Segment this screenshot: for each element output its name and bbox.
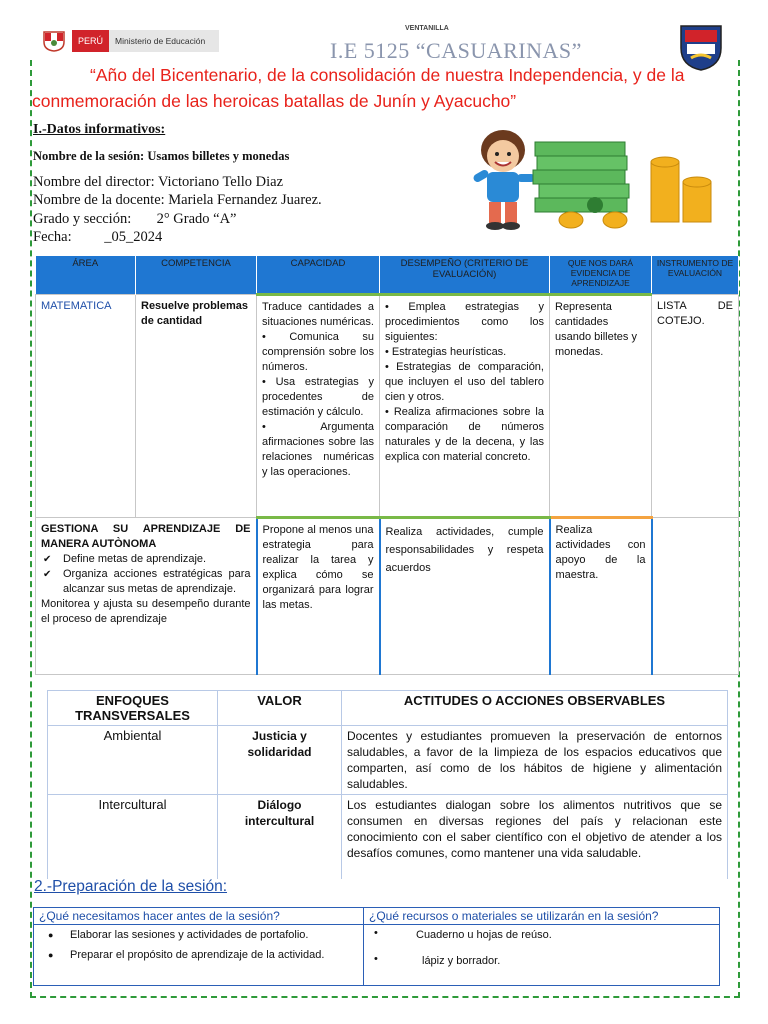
instrumento-cell: LISTA DE COTEJO. [652,294,739,517]
capacidad-item: • Argumenta afirmaciones sobre las relaciones numéricas y las operaciones. [262,420,374,478]
gestiona-list [41,552,251,597]
table-row [34,925,720,986]
enfoque-name: Ambiental [48,726,218,795]
table-row [48,795,728,879]
preparacion-table [33,907,720,986]
desempeno-cell [380,294,550,517]
valor-name: Diálogo intercultural [218,795,342,879]
table-row [36,294,739,517]
header-desempeno: DESEMPEÑO (CRITERIO DE EVALUACIÓN) [380,256,550,294]
director-name: Nombre del director: Victoriano Tello Diaz [33,174,284,190]
area-cell: MATEMATICA [36,294,136,517]
session-name: Nombre de la sesión: Usamos billetes y monedas [33,149,290,163]
header-instrumento: INSTRUMENTO DE EVALUACIÓN [652,256,739,294]
year-motto: “Año del Bicentenario, de la consolidación de nuestra Independencia, y de la conmemoración de las heroicas batallas de Junín y Ayacucho” [32,65,685,111]
boy-with-money-illustration [445,122,735,230]
header-evidencia: QUE NOS DARÁ EVIDENCIA DE APRENDIZAJE [550,256,652,294]
ministry-logo [40,30,219,52]
peru-label: PERÚ [72,30,109,52]
header-recursos: ¿Qué recursos o materiales se utilizarán en la sesión? [364,908,720,925]
ministry-label: Ministerio de Educación [109,30,219,52]
table-header-row [36,256,739,294]
antes-cell [34,925,364,986]
actitud-text: Los estudiantes dialogan sobre los alimentos nutritivos que se consumen en diversas regiones del país y relacionan este conocimiento con el saber científico con el objetivo de atender a los desafíos comunes, como mantener una vida saludable. [342,795,728,879]
list-item: ● Elaborar las sesiones y actividades de portafolio. [42,929,355,941]
desempeno-cell-2: Realiza actividades, cumple responsabilidades y respeta acuerdos [380,517,550,674]
desempeno-item: • Estrategias heurísticas. [385,345,507,358]
capacidad-cell-2: Propone al menos una estrategia para realizar la tarea y explica cómo se organizará para lograr las metas. [257,517,380,674]
section-title-datos: I.-Datos informativos: [33,122,166,137]
header-enfoques: ENFOQUES TRANSVERSALES [48,691,218,726]
header-competencia: COMPETENCIA [136,256,257,294]
enfoque-name: Intercultural [48,795,218,879]
grade-section: Grado y sección: 2° Grado “A” [33,211,237,227]
capacidad-item: • Usa estrategias y procedentes de estimación y cálculo. [262,375,374,418]
gestiona-cell [36,517,257,674]
recursos-cell [364,925,720,986]
peru-shield-icon [40,30,68,52]
header-antes: ¿Qué necesitamos hacer antes de la sesión? [34,908,364,925]
list-item: ● Preparar el propósito de aprendizaje de la actividad. [42,949,355,961]
header-area: ÁREA [36,256,136,294]
list-item: ✔ Organiza acciones estratégicas para alcanzar sus metas de aprendizaje. [41,567,251,597]
enfoques-table [47,690,728,879]
gestiona-extra: Monitorea y ajusta su desempeño durante el proceso de aprendizaje [41,597,251,625]
list-item: • Cuaderno u hojas de reúso. [372,929,711,941]
date-field: Fecha: _05_2024 [33,229,163,245]
capacidad-cell [257,294,380,517]
school-title: I.E 5125 “CASUARINAS” [330,38,582,63]
capacidad-item: Traduce cantidades a situaciones numéricas. [262,300,374,328]
competency-table [35,256,739,675]
list-item: • lápiz y borrador. [372,955,711,967]
evidencia-cell: Representa cantidades usando billetes y monedas. [550,294,652,517]
table-row [36,517,739,674]
desempeno-item: • Realiza afirmaciones sobre la comparación de números naturales y de la decena, y las explica con material concreto. [385,405,544,463]
header-actitudes: ACTITUDES O ACCIONES OBSERVABLES [342,691,728,726]
list-item: ✔ Define metas de aprendizaje. [41,552,251,567]
desempeno-item: • Estrategias de comparación, que incluyen el uso del tablero cien y otros. [385,360,544,403]
desempeno-item: • Emplea estrategias y procedimientos como los siguientes: [385,300,544,343]
competencia-cell: Resuelve problemas de cantidad [136,294,257,517]
gestiona-title: GESTIONA SU APRENDIZAJE DE MANERA AUTÒNOMA [41,522,251,550]
table-header-row [34,908,720,925]
capacidad-item: • Comunica su comprensión sobre los números. [262,330,374,373]
table-row [48,726,728,795]
instrumento-cell-2 [652,517,739,674]
actitud-text: Docentes y estudiantes promueven la preservación de entornos saludables, a favor de la limpieza de los espacios educativos que comparten, así como de los hábitos de higiene y alimentación saludables. [342,726,728,795]
teacher-name: Nombre de la docente: Mariela Fernandez Juarez. [33,192,322,208]
evidencia-cell-2: Realiza actividades con apoyo de la maestra. [550,517,652,674]
valor-name: Justicia y solidaridad [218,726,342,795]
section-title-preparacion: 2.-Preparación de la sesión: [34,878,228,895]
header-capacidad: CAPACIDAD [257,256,380,294]
school-district: VENTANILLA [405,25,449,32]
table-header-row [48,691,728,726]
header-valor: VALOR [218,691,342,726]
